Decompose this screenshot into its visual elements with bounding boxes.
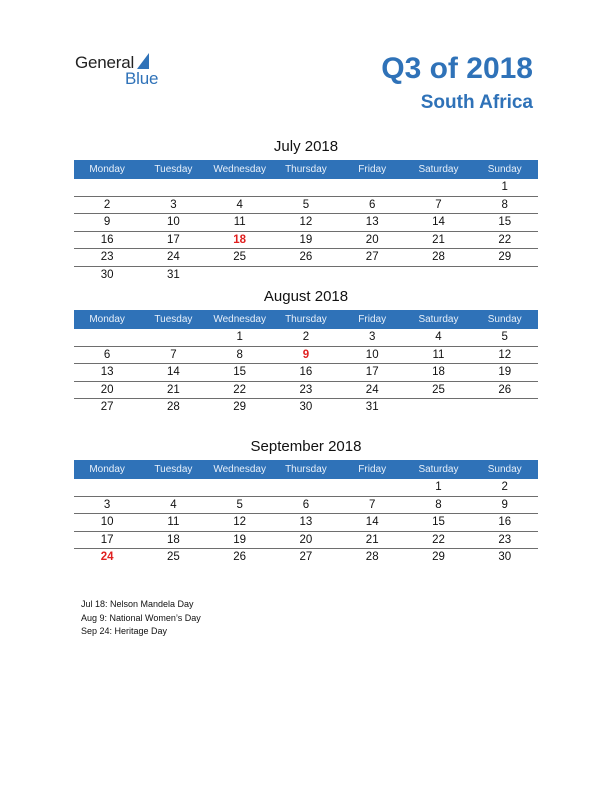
day-cell: 7 (368, 498, 376, 511)
day-cell: 27 (365, 251, 379, 263)
day-cell (273, 179, 339, 196)
day-cell: 11 (432, 348, 445, 361)
day-cell: 7 (170, 348, 177, 361)
day-cell (405, 179, 471, 196)
day-cell: 22 (498, 233, 512, 246)
day-cell: 21 (167, 383, 180, 396)
weekday-label: Tuesday (154, 164, 193, 175)
weekday-label: Thursday (285, 314, 327, 325)
day-cell: 25 (167, 551, 180, 563)
day-cell: 16 (498, 516, 512, 528)
day-cell: 15 (498, 216, 512, 228)
day-cell: 30 (498, 551, 512, 563)
day-cell: 2 (501, 481, 508, 493)
day-cell: 10 (365, 348, 379, 361)
week-row (74, 514, 538, 532)
day-cell (405, 267, 471, 285)
day-cell: 4 (170, 498, 177, 511)
day-cell: 29 (498, 251, 512, 263)
day-cell: 8 (236, 348, 243, 361)
holiday-day-cell: 9 (302, 348, 310, 361)
logo (75, 53, 185, 93)
day-cell: 31 (365, 401, 379, 413)
weekday-label: Monday (89, 164, 125, 175)
weekday-header-row (74, 460, 538, 479)
day-cell: 21 (365, 533, 379, 546)
day-cell: 23 (498, 533, 512, 546)
logo-triangle-icon (137, 53, 149, 69)
weekday-label: Thursday (285, 164, 327, 175)
day-cell (339, 267, 405, 285)
month-title: August 2018 (263, 288, 349, 305)
day-cell: 4 (236, 198, 243, 211)
weekday-label: Sunday (487, 464, 522, 475)
week-row (74, 364, 538, 382)
day-cell: 5 (236, 498, 243, 511)
day-cell: 30 (100, 268, 114, 281)
day-cell: 28 (167, 401, 180, 413)
page-title: Q3 of 2018 (381, 52, 533, 85)
holiday-note: Sep 24: Heritage Day (81, 626, 168, 636)
week-row (74, 232, 538, 250)
day-cell: 14 (432, 216, 445, 228)
holiday-day-cell: 24 (100, 551, 114, 563)
holiday-day-cell: 18 (233, 233, 247, 246)
day-cell: 19 (233, 533, 247, 546)
day-cell: 13 (365, 216, 379, 228)
day-cell: 8 (435, 498, 442, 511)
logo-word-general: General (75, 53, 135, 72)
day-cell (207, 179, 273, 196)
day-cell: 1 (435, 481, 442, 493)
weekday-label: Tuesday (154, 464, 193, 475)
weekday-label: Monday (89, 464, 125, 475)
day-cell: 13 (299, 516, 313, 528)
day-cell (74, 479, 140, 496)
day-cell: 26 (498, 383, 512, 396)
day-cell: 12 (299, 216, 313, 228)
holiday-notes (81, 598, 201, 639)
day-cell: 28 (365, 551, 379, 563)
week-row (74, 399, 538, 417)
day-cell (273, 479, 339, 496)
holiday-note: Jul 18: Nelson Mandela Day (81, 599, 194, 609)
week-row (74, 249, 538, 267)
month-title: September 2018 (250, 438, 362, 455)
week-row (74, 214, 538, 232)
day-cell: 15 (432, 516, 445, 528)
day-cell (472, 267, 538, 285)
day-cell (273, 267, 339, 285)
week-row (74, 497, 538, 515)
day-cell (140, 179, 206, 196)
day-cell (207, 479, 273, 496)
day-cell: 23 (100, 251, 114, 263)
day-cell: 31 (167, 268, 180, 281)
day-cell: 18 (167, 533, 180, 546)
weekday-label: Sunday (487, 164, 522, 175)
weekday-label: Friday (358, 464, 387, 475)
day-cell: 22 (233, 383, 247, 396)
weekday-label: Thursday (285, 464, 327, 475)
day-cell: 19 (498, 366, 512, 378)
day-cell: 6 (103, 348, 111, 361)
day-cell: 9 (103, 216, 111, 228)
day-cell: 2 (302, 331, 310, 343)
logo-word-blue: Blue (125, 69, 159, 88)
day-cell: 4 (435, 331, 442, 343)
weekday-label: Sunday (487, 314, 522, 325)
day-cell: 22 (432, 533, 445, 546)
month-title: July 2018 (273, 138, 339, 155)
day-cell: 25 (233, 251, 247, 263)
day-cell: 11 (167, 516, 180, 528)
day-cell: 1 (501, 181, 508, 193)
week-row (74, 382, 538, 400)
day-cell: 5 (302, 198, 310, 211)
week-row (74, 267, 538, 285)
day-cell: 20 (365, 233, 379, 246)
week-row (74, 179, 538, 197)
day-cell: 17 (365, 366, 379, 378)
day-cell: 19 (299, 233, 313, 246)
day-cell: 20 (100, 383, 114, 396)
day-cell: 8 (501, 198, 508, 211)
month-september (74, 438, 538, 567)
day-cell: 29 (432, 551, 445, 563)
weekday-label: Saturday (418, 464, 459, 475)
day-cell: 14 (167, 366, 180, 378)
day-cell: 2 (103, 198, 111, 211)
day-cell (339, 179, 405, 196)
day-cell: 18 (432, 366, 445, 378)
day-cell (472, 399, 538, 417)
day-cell: 7 (435, 198, 442, 211)
month-august (74, 288, 538, 417)
day-cell (140, 329, 206, 346)
day-cell: 3 (103, 498, 111, 511)
weekday-label: Tuesday (154, 314, 193, 325)
page-subtitle: South Africa (420, 92, 533, 113)
weekday-label: Friday (358, 314, 387, 325)
weekday-label: Saturday (418, 164, 459, 175)
weekday-label: Wednesday (213, 164, 266, 175)
day-cell: 17 (167, 233, 180, 246)
day-cell: 30 (299, 401, 313, 413)
weekday-label: Monday (89, 314, 125, 325)
weekday-header-row (74, 160, 538, 179)
weekday-label: Friday (358, 164, 387, 175)
weekday-label: Wednesday (213, 464, 266, 475)
day-cell (140, 479, 206, 496)
week-row (74, 329, 538, 347)
day-cell: 3 (368, 331, 376, 343)
day-cell: 12 (233, 516, 247, 528)
day-cell: 14 (365, 516, 379, 528)
day-cell: 11 (233, 216, 246, 228)
day-cell: 27 (100, 401, 114, 413)
day-cell: 24 (167, 251, 180, 263)
day-cell (207, 267, 273, 285)
week-row (74, 347, 538, 365)
day-cell (74, 329, 140, 346)
day-cell: 3 (170, 198, 177, 211)
weekday-header-row (74, 310, 538, 329)
day-cell: 20 (299, 533, 313, 546)
day-cell: 23 (299, 383, 313, 396)
week-row (74, 197, 538, 215)
day-cell: 6 (368, 198, 376, 211)
month-july (74, 138, 538, 284)
day-cell: 28 (432, 251, 445, 263)
day-cell: 1 (236, 331, 243, 343)
day-cell: 16 (100, 233, 114, 246)
week-row (74, 549, 538, 567)
day-cell: 27 (299, 551, 313, 563)
week-row (74, 532, 538, 550)
day-cell: 12 (498, 348, 512, 361)
day-cell: 6 (302, 498, 310, 511)
day-cell: 10 (100, 516, 114, 528)
weekday-label: Saturday (418, 314, 459, 325)
day-cell: 26 (299, 251, 313, 263)
day-cell (74, 179, 140, 196)
day-cell: 10 (167, 216, 180, 228)
day-cell: 5 (501, 331, 508, 343)
day-cell (405, 399, 471, 417)
day-cell: 13 (100, 366, 114, 378)
day-cell (339, 479, 405, 496)
day-cell: 25 (432, 383, 445, 396)
day-cell: 16 (299, 366, 313, 378)
day-cell: 26 (233, 551, 247, 563)
day-cell: 9 (501, 498, 508, 511)
day-cell: 29 (233, 401, 247, 413)
week-row (74, 479, 538, 497)
day-cell: 21 (432, 233, 445, 246)
weekday-label: Wednesday (213, 314, 266, 325)
day-cell: 15 (233, 366, 247, 378)
day-cell: 17 (100, 533, 114, 546)
holiday-note: Aug 9: National Women’s Day (81, 612, 201, 623)
day-cell: 24 (365, 383, 379, 396)
